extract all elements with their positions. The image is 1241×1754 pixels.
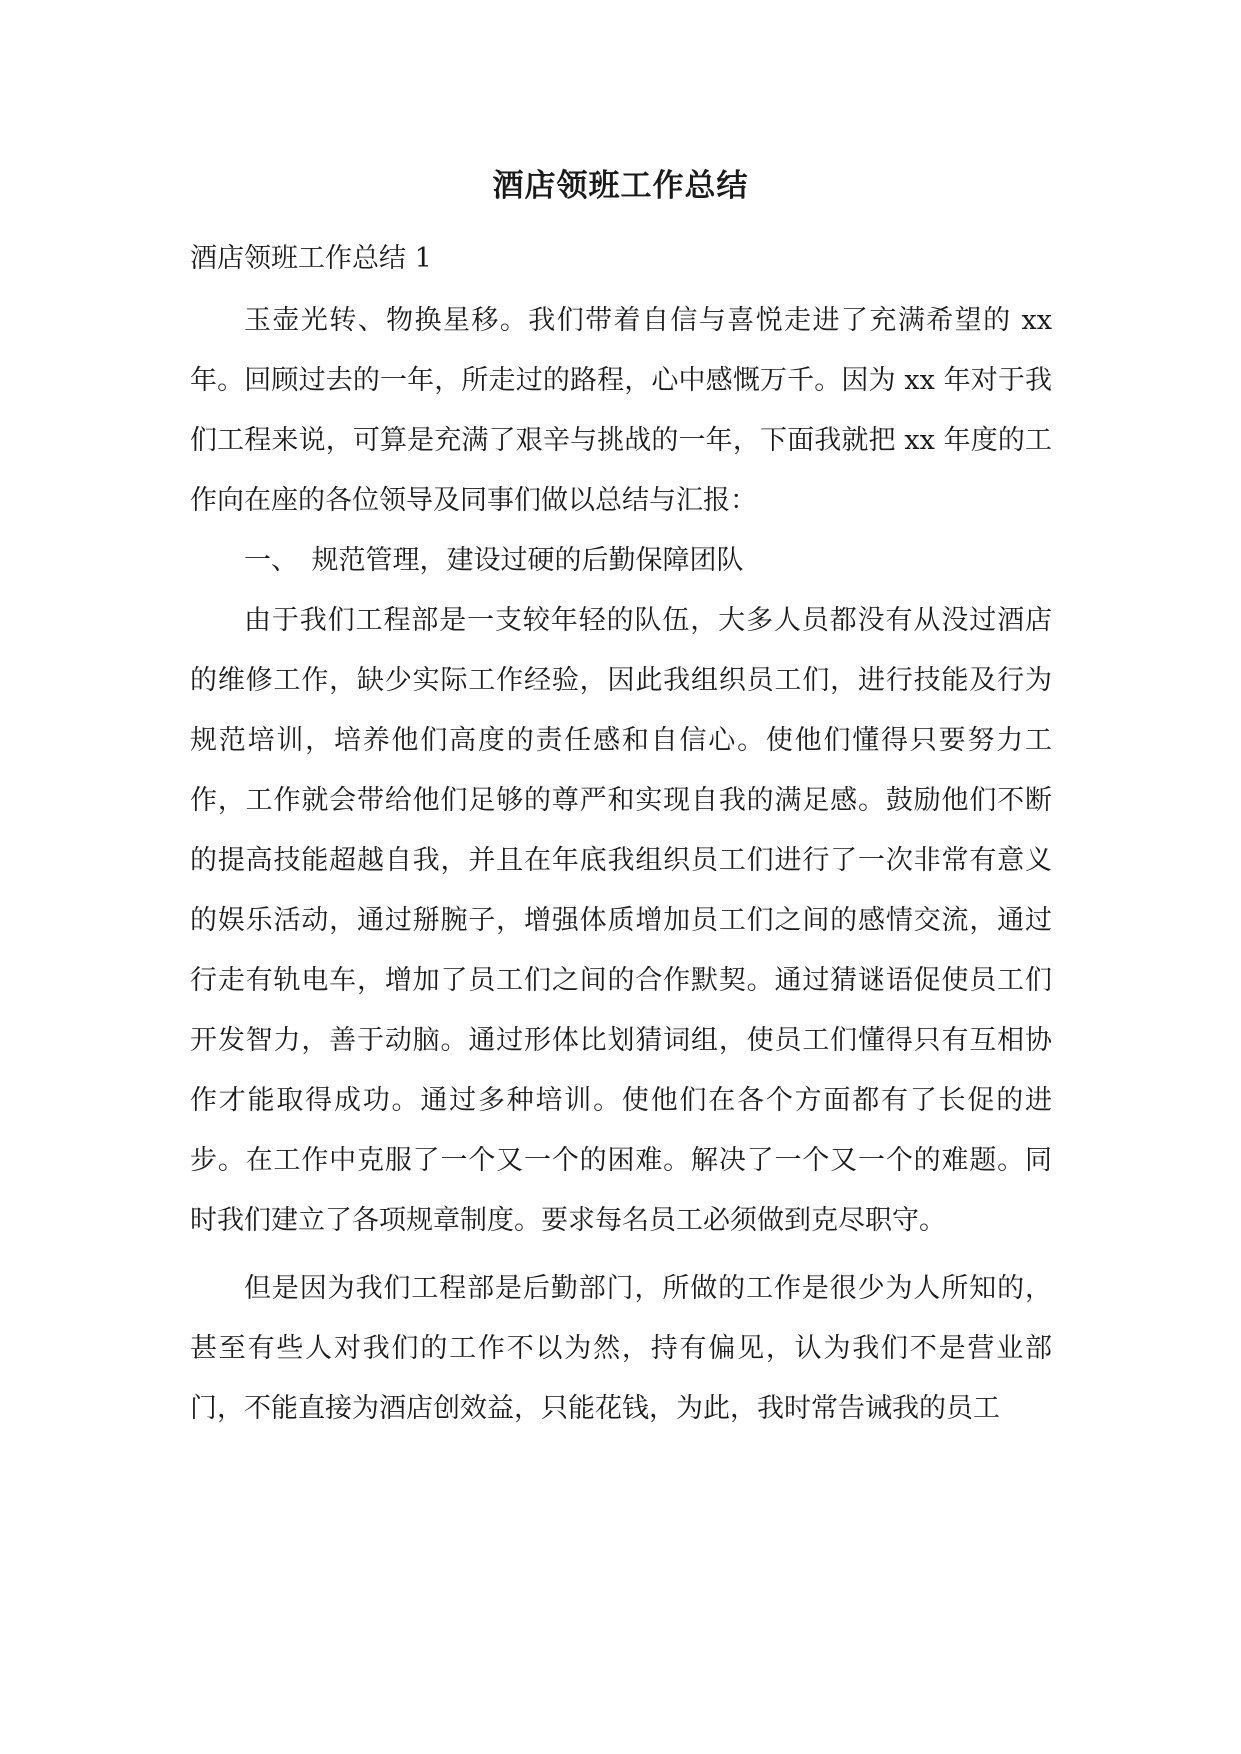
paragraph-training: 由于我们工程部是一支较年轻的队伍，大多人员都没有从没过酒店的维修工作，缺少实际工作经验，因此我组织员工们，进行技能及行为规范培训，培养他们高度的责任感和自信心。使他们懂得只要努力工作，工作就会带给他们足够的尊严和实现自我的满足感。鼓励他们不断的提高技能超越自我，并且在年底我组织员工们进行了一次非常有意义的娱乐活动，通过掰腕子，增强体质增加员工们之间的感情交流，通过行走有轨电车，增加了员工们之间的合作默契。通过猜谜语促使员工们开发智力，善于动脑。通过形体比划猜词组，使员工们懂得只有互相协作才能取得成功。通过多种培训。使他们在各个方面都有了长促的进步。在工作中克服了一个又一个的困难。解决了一个又一个的难题。同时我们建立了各项规章制度。要求每名员工必须做到克尽职守。 <box>190 605 1052 1236</box>
document-body <box>190 229 1052 1439</box>
paragraph-support-department: 但是因为我们工程部是后勤部门，所做的工作是很少为人所知的，甚至有些人对我们的工作不以为然，持有偏见，认为我们不是营业部门，不能直接为酒店创效益，只能花钱，为此，我时常告诫我的员工 <box>190 1273 1052 1424</box>
section-point-one: 一、 规范管理，建设过硬的后勤保障团队 <box>244 545 744 576</box>
section-heading: 酒店领班工作总结 1 <box>190 243 432 274</box>
paragraph-intro: 玉壶光转、物换星移。我们带着自信与喜悦走进了充满希望的 xx 年。回顾过去的一年，所走过的路程，心中感慨万千。因为 xx 年对于我们工程来说，可算是充满了艰辛与挑战的一年，下面我就把 xx 年度的工作向在座的各位领导及同事们做以总结与汇报： <box>190 305 1052 516</box>
document-title: 酒店领班工作总结 <box>492 168 749 204</box>
